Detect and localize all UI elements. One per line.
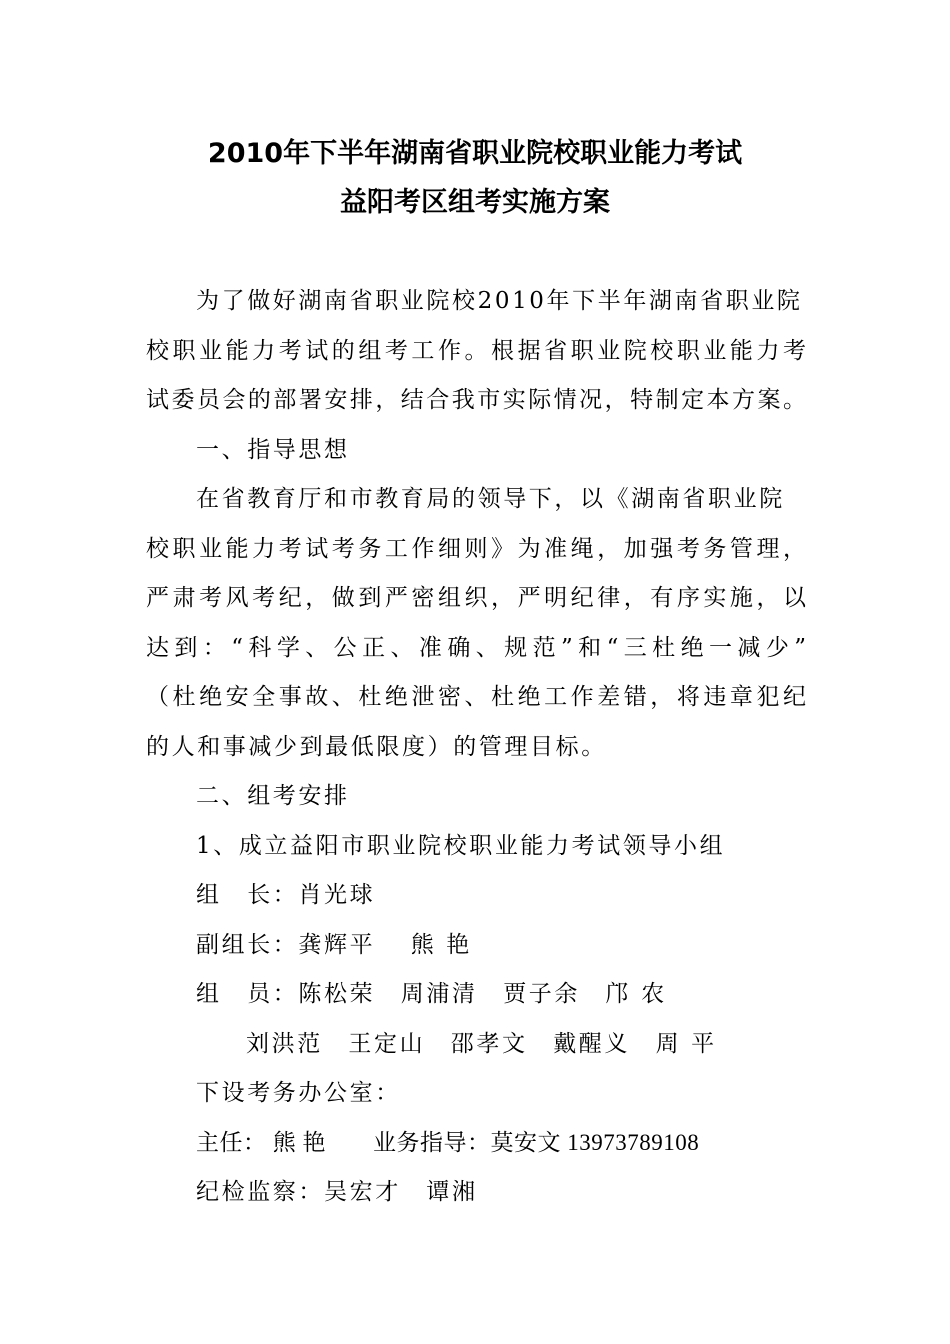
discipline-supervision-line: 纪检监察：吴宏才 谭湘 (196, 1179, 478, 1205)
paragraph-line: 严肃考风考纪，做到严密组织，严明纪律，有序实施，以 (146, 585, 806, 611)
group-members-line: 组 员：陈松荣 周浦清 贾子余 邝 农 (196, 981, 667, 1007)
section-heading: 一、指导思想 (196, 436, 350, 463)
paragraph-line: 试委员会的部署安排，结合我市实际情况，特制定本方案。 (146, 387, 806, 413)
exam-office-heading: 下设考务办公室： (196, 1080, 401, 1106)
paragraph-line: 校职业能力考试考务工作细则》为准绳，加强考务管理， (146, 535, 806, 562)
paragraph-line: 为了做好湖南省职业院校2010年下半年湖南省职业院 (196, 288, 803, 314)
paragraph-line: （杜绝安全事故、杜绝泄密、杜绝工作差错，将违章犯纪 (146, 684, 806, 710)
group-leader-line: 组 长：肖光球 (196, 882, 376, 908)
section-heading: 二、组考安排 (196, 783, 350, 809)
group-members-line-continued: 刘洪范 王定山 邵孝文 戴醒义 周 平 (246, 1030, 717, 1057)
subsection-heading: 1、成立益阳市职业院校职业能力考试领导小组 (196, 832, 726, 859)
paragraph-line: 在省教育厅和市教育局的领导下，以《湖南省职业院 (196, 486, 785, 512)
paragraph-line: 校职业能力考试的组考工作。根据省职业院校职业能力考 (146, 337, 806, 364)
deputy-leader-line: 副组长：龚辉平 熊 艳 (196, 931, 472, 958)
paragraph-line: 达到：“科学、公正、准确、规范”和“三杜绝一减少” (146, 634, 806, 661)
office-director-line: 主任： 熊 艳 业务指导：莫安文 13973789108 (196, 1129, 700, 1155)
document-title-line-1: 2010年下半年湖南省职业院校职业能力考试 (207, 138, 743, 169)
document-body (146, 283, 806, 1224)
document-title-line-2: 益阳考区组考实施方案 (340, 187, 610, 218)
paragraph-line: 的人和事减少到最低限度）的管理目标。 (146, 733, 607, 760)
